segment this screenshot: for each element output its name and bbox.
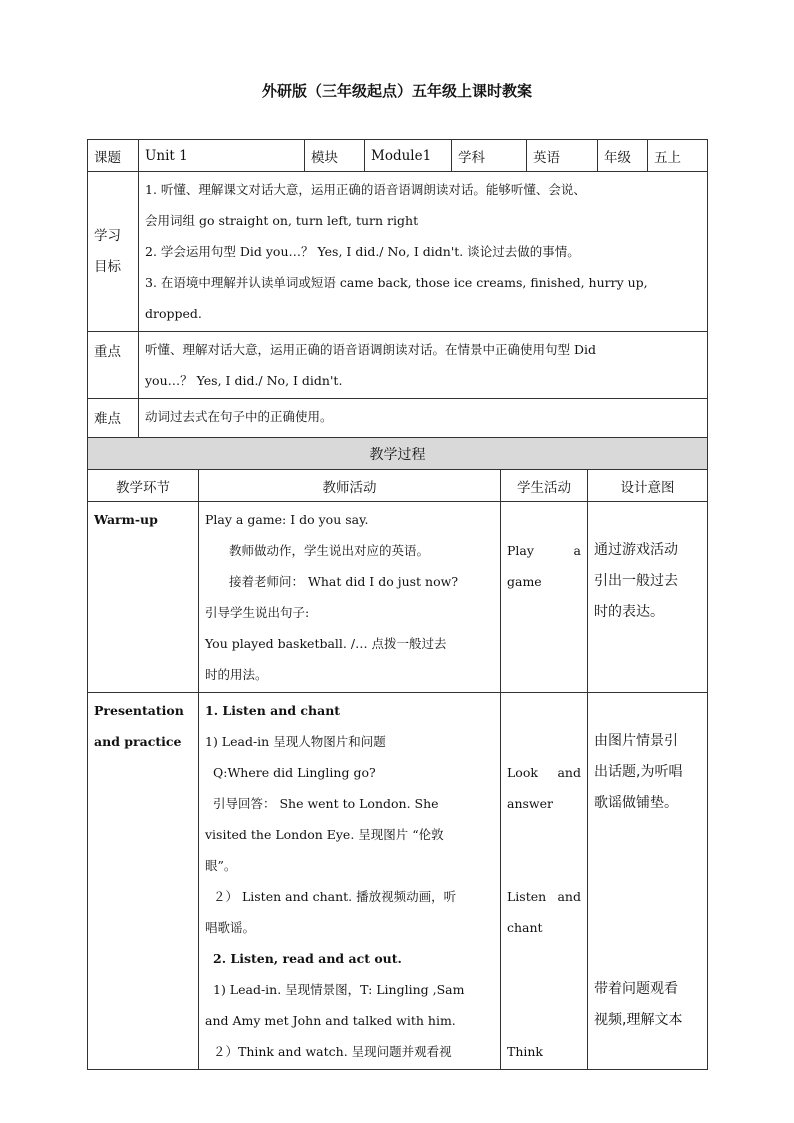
warmup-stage-label: Warm-up (94, 512, 158, 527)
intent-line: 出话题,为听唱 (594, 764, 683, 780)
header-teacher: 教师活动 (199, 470, 501, 502)
objective-line: 1. 听懂、理解课文对话大意，运用正确的语音语调朗读对话。能够听懂、会说、 (145, 182, 586, 197)
topic-value: Unit 1 (139, 140, 305, 172)
document-title: 外研版（三年级起点）五年级上课时教案 (261, 82, 532, 100)
teacher-line: 引导回答： She went to London. She (213, 796, 439, 811)
teacher-line: 2. Listen, read and act out. (213, 951, 402, 966)
grade-label: 年级 (598, 140, 648, 172)
teacher-line: 1. Listen and chant (205, 703, 341, 718)
objective-line: 3. 在语境中理解并认读单词或短语 came back, those ice creams, finished, hurry up, (145, 275, 648, 290)
student-line (507, 535, 581, 566)
warmup-intent (588, 502, 708, 693)
intent-line: 引出一般过去 (594, 573, 678, 589)
presentation-stage-line-1: Presentation (94, 703, 184, 718)
teacher-line: 唱歌谣。 (205, 920, 256, 935)
teacher-line: 引导学生说出句子: (205, 605, 310, 620)
objective-line: dropped. (145, 306, 202, 321)
presentation-stage (88, 693, 199, 1070)
teacher-line: 眼”。 (205, 858, 237, 873)
warmup-teacher (199, 502, 501, 693)
student-word: and (557, 889, 581, 904)
intent-line: 视频,理解文本 (594, 1012, 683, 1028)
student-word: Look (507, 765, 538, 780)
header-student: 学生活动 (501, 470, 588, 502)
presentation-intent (588, 693, 708, 1070)
subject-label: 学科 (452, 140, 527, 172)
process-table (87, 437, 708, 1070)
topic-label: 课题 (88, 140, 139, 172)
objectives-content (139, 172, 708, 332)
intent-line: 通过游戏活动 (594, 542, 678, 558)
intent-line: 带着问题观看 (594, 981, 678, 997)
teacher-line: ２）Think and watch. 呈现问题并观看视 (213, 1044, 452, 1059)
presentation-teacher (199, 693, 501, 1070)
teacher-line: 1) Lead-in. 呈现情景图，T: Lingling ,Sam (213, 982, 465, 997)
key-points-content (139, 332, 708, 399)
student-word: a (573, 543, 581, 558)
teacher-line: 接着老师问： What did I do just now? (229, 574, 459, 589)
student-line (507, 881, 581, 912)
student-word: Listen (507, 889, 547, 904)
difficulty-text: 动词过去式在句子中的正确使用。 (145, 409, 333, 424)
objectives-label-line-1: 学习 (94, 227, 121, 244)
process-title: 教学过程 (88, 438, 708, 470)
teacher-line: and Amy met John and talked with him. (205, 1013, 456, 1028)
objective-line: 2. 学会运用句型 Did you…？ Yes, I did./ No, I didn't. 谈论过去做的事情。 (145, 244, 580, 259)
intent-line: 时的表达。 (594, 604, 664, 620)
difficulty-label: 难点 (88, 399, 139, 446)
teacher-line: 教师做动作，学生说出对应的英语。 (229, 543, 430, 558)
module-value: Module1 (365, 140, 452, 172)
subject-value: 英语 (527, 140, 598, 172)
student-line: chant (507, 920, 543, 935)
warmup-student (501, 502, 588, 693)
key-point-line: you…？ Yes, I did./ No, I didn't. (145, 373, 343, 388)
student-word: and (557, 765, 581, 780)
key-points-label: 重点 (88, 332, 139, 399)
module-label: 模块 (305, 140, 365, 172)
warmup-stage (88, 502, 199, 693)
teacher-line: Q:Where did Lingling go? (213, 765, 376, 780)
student-line: Think (507, 1044, 544, 1059)
teacher-line: 1) Lead-in 呈现人物图片和问题 (205, 734, 386, 749)
objective-line: 会用词组 go straight on, turn left, turn right (145, 213, 419, 228)
teacher-line: You played basketball. /… 点拨一般过去 (205, 636, 447, 651)
presentation-student (501, 693, 588, 1070)
teacher-line: Play a game: I do you say. (205, 512, 369, 527)
header-stage: 教学环节 (88, 470, 199, 502)
teacher-line: 时的用法。 (205, 667, 268, 682)
teacher-line: ２） Listen and chant. 播放视频动画，听 (213, 889, 457, 904)
header-intent: 设计意图 (588, 470, 708, 502)
intent-line: 歌谣做铺垫。 (594, 795, 678, 811)
teacher-line: visited the London Eye. 呈现图片 “伦敦 (205, 827, 444, 842)
lesson-info-table (87, 139, 708, 446)
grade-value: 五上 (648, 140, 708, 172)
intent-line: 由图片情景引 (594, 733, 678, 749)
student-line (507, 757, 581, 788)
student-line: answer (507, 796, 553, 811)
student-line: game (507, 574, 542, 589)
presentation-stage-line-2: and practice (94, 734, 182, 749)
objectives-label-line-2: 目标 (94, 258, 121, 275)
key-point-line: 听懂、理解对话大意，运用正确的语音语调朗读对话。在情景中正确使用句型 Did (145, 342, 596, 357)
student-word: Play (507, 543, 534, 558)
objectives-label (88, 172, 139, 332)
